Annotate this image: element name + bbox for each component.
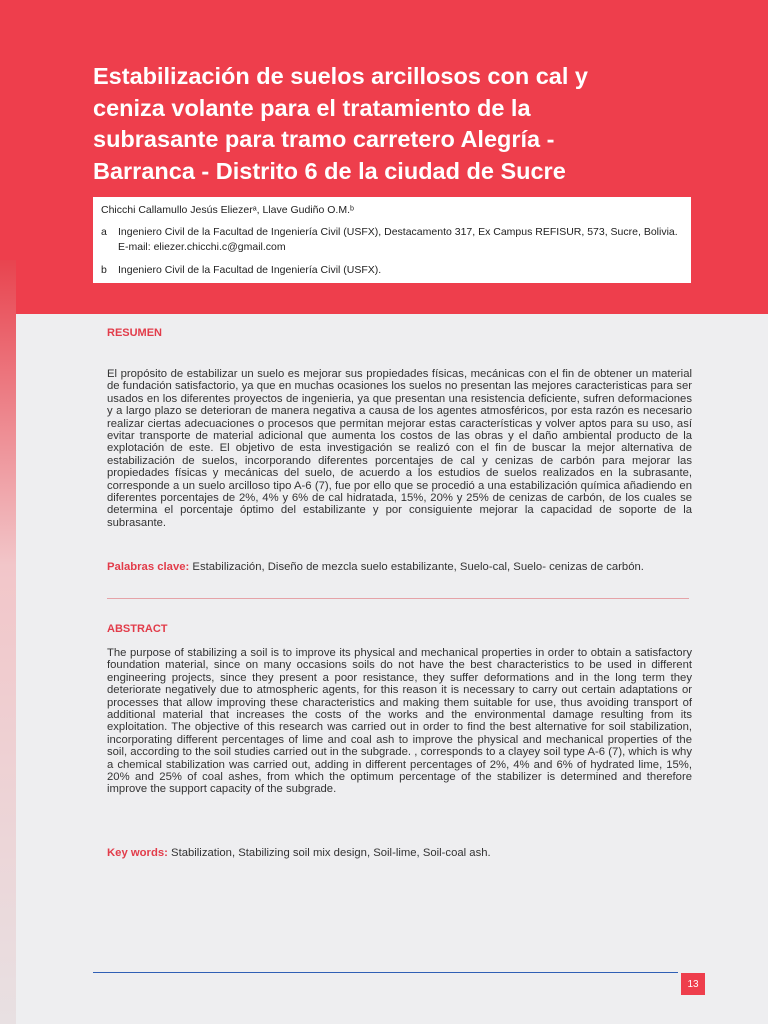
abstract-heading: ABSTRACT (107, 623, 168, 635)
page-number: 13 (681, 973, 705, 995)
resumen-heading: RESUMEN (107, 327, 163, 339)
affiliation-text: Ingeniero Civil de la Facultad de Ingeniería Civil (USFX). (118, 264, 382, 276)
abstract-keywords (107, 847, 692, 859)
decorative-side-strip (0, 260, 16, 1024)
authors-box (93, 197, 691, 283)
keywords-label: Palabras clave: (107, 561, 190, 573)
section-divider (107, 598, 689, 599)
keywords-text: Stabilization, Stabilizing soil mix design, Soil-lime, Soil-coal ash. (171, 847, 491, 859)
keywords-label: Key words: (107, 847, 168, 859)
affiliation-mark: a (101, 226, 107, 238)
footer-rule (93, 972, 678, 973)
abstract-body: The purpose of stabilizing a soil is to improve its physical and mechanical properties in order to obtain a satisfactory foundation material, since on many occasions soils do not have the best characteristics to be used in different engineering projects, since they present a poor resistance, they suffer deformations and in the long term they deteriorate negatively due to atmospheric agents, for this reason it is necessary to carry out certain adaptations or processes that allow improving these characteristics and making them suitable for use, thus avoiding transport of additional material that increases the costs of the works and the environmental damage resulting from its exploitation. The objective of this research was carried out in order to find the best alternative for soil stabilization, incorporating different percentages of lime and coal ash to improve the physical and mechanical properties of the soil, according to the soil studies carried out in the subgrade. , corresponds to a clayey soil type A-6 (7), which is why a chemical stabilization was carried out, adding in different percentages of 2%, 4% and 6% of hydrated lime, 15%, 20% and 25% of coal ashes, from which the optimum percentage of the stabilizer is determined and therefore improve the support capacity of the subgrade. (107, 647, 692, 796)
resumen-body: El propósito de estabilizar un suelo es mejorar sus propiedades físicas, mecánicas con el fin de obtener un material de fundación satisfactorio, ya que en muchas ocasiones los suelos no presentan las mejores caracteristicas para ser usados en los diferentes proyectos de ingenieria, ya que presentan una resistencia deficiente, sufren deformaciones y a largo plazo se deterioran de manera negativa a causa de los agentes atmosféricos, por esta razón es necesario realizar ciertas adecuaciones o procesos que permitan mejorar estas características y volver aptos para su uso, así evitar transporte de material adicional que aumenta los costos de las obras y el daño ambiental producto de la explotación de este. El objetivo de esta investigación se realizó con el fin de buscar la mejor alternativa de estabilización de suelos, incorporando diferentes porcentajes de cal y cenizas de carbón para mejorar las propiedades físicas y mecánicas del suelo, de acuerdo a los estudios de suelos realizados en la subrasante, corresponde a un suelo arcilloso tipo A-6 (7), fue por ello que se procedió a una estabilización química añadiendo en diferentes porcentajes de 2%, 4% y 6% de cal hidratada, 15%, 20% y 25% de cenizas de carbón, de los cuales se determina el porcentaje óptimo del estabilizante y por consiguiente mejorar la capacidad de soporte de la subrasante. (107, 368, 692, 529)
affiliation-text: Ingeniero Civil de la Facultad de Ingeniería Civil (USFX), Destacamento 317, Ex Campus REFISUR, 573, Sucre, Bolivia. E-mail: eliezer.chicchi.c@gmail.com (118, 226, 678, 253)
resumen-keywords (107, 561, 692, 573)
affiliation-mark: b (101, 264, 107, 276)
authors-line: Chicchi Callamullo Jesús Eliezerᵃ, Llave Gudiño O.M.ᵇ (101, 204, 354, 216)
paper-title: Estabilización de suelos arcillosos con cal y ceniza volante para el tratamiento de la subrasante para tramo carretero Alegría - Barranca - Distrito 6 de la ciudad de Sucre (93, 63, 588, 184)
keywords-text: Estabilización, Diseño de mezcla suelo estabilizante, Suelo-cal, Suelo- cenizas de carbón. (192, 561, 644, 573)
